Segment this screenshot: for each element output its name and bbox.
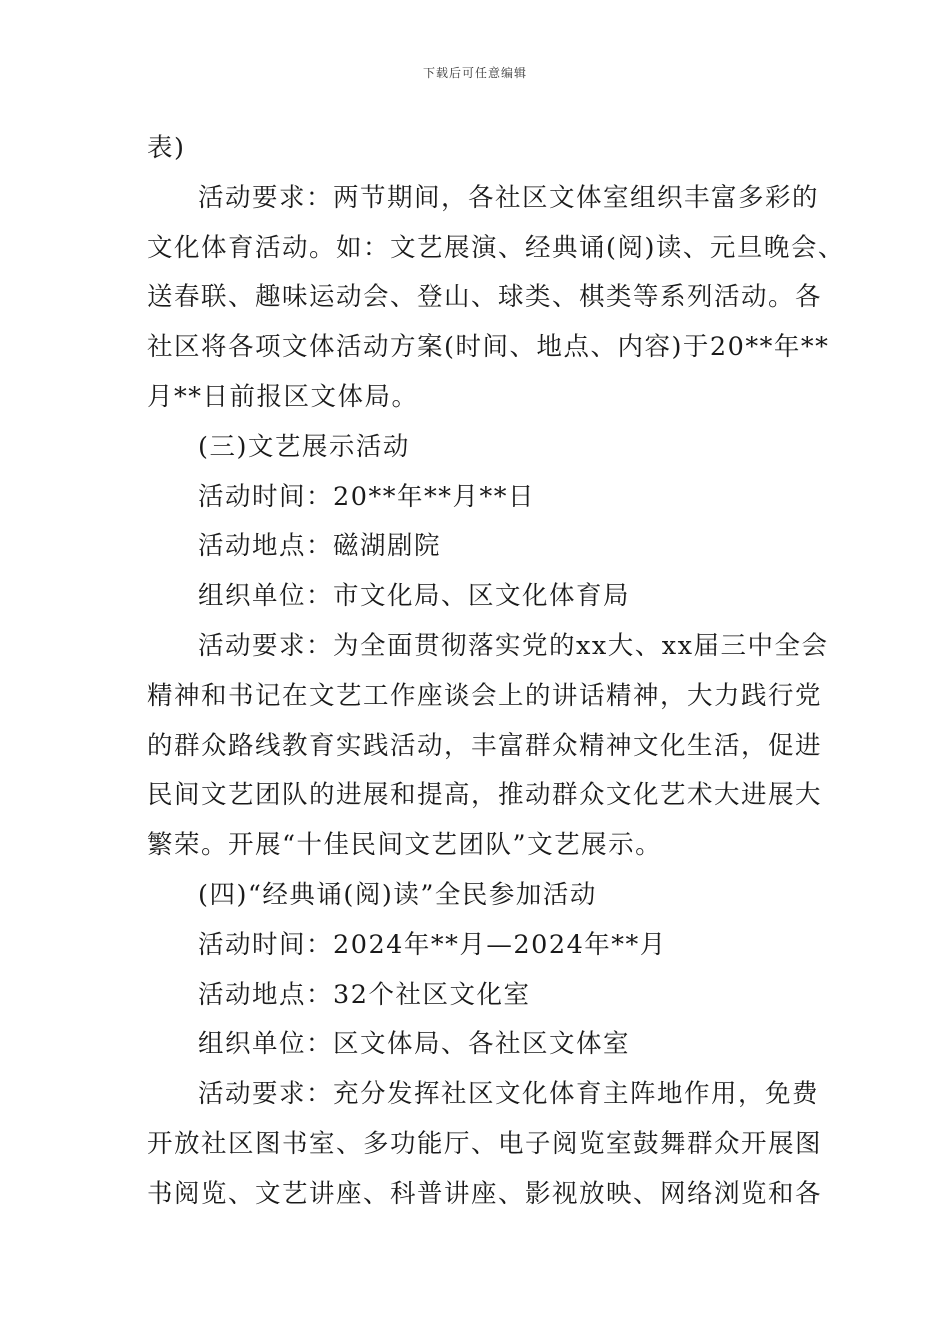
text-line: 活动时间：20**年**月**日 — [198, 481, 535, 512]
text-line: 开放社区图书室、多功能厅、电子阅览室鼓舞群众开展图 — [147, 1128, 823, 1159]
text-line: 组织单位：市文化局、区文化体育局 — [198, 581, 631, 612]
text-line: 书阅览、文艺讲座、科普讲座、影视放映、网络浏览和各 — [147, 1178, 823, 1209]
text-line: (四)“经典诵(阅)读”全民参加活动 — [198, 879, 597, 910]
text-line: 表) — [147, 133, 186, 163]
text-line: 活动要求：两节期间，各社区文体室组织丰富多彩的 — [198, 182, 820, 213]
text-line: 精神和书记在文艺工作座谈会上的讲话精神，大力践行党 — [147, 680, 823, 711]
page-header: 下载后可任意编辑 — [422, 66, 527, 80]
text-line: 组织单位：区文体局、各社区文体室 — [198, 1029, 631, 1060]
text-line: 送春联、趣味运动会、登山、球类、棋类等系列活动。各 — [147, 282, 823, 313]
document-body — [147, 124, 845, 1220]
text-line: 活动时间：2024年**月—2024年**月 — [198, 929, 667, 960]
text-line: (三)文艺展示活动 — [198, 431, 410, 462]
text-line: 繁荣。开展“十佳民间文艺团队”文艺展示。 — [147, 830, 663, 861]
text-line: 活动要求：充分发挥社区文化体育主阵地作用，免费 — [198, 1079, 820, 1110]
text-line: 活动地点：磁湖剧院 — [198, 531, 442, 562]
text-line: 的群众路线教育实践活动，丰富群众精神文化生活，促进 — [147, 730, 823, 761]
text-line: 活动地点：32个社区文化室 — [198, 979, 531, 1010]
text-line: 民间文艺团队的进展和提高，推动群众文化艺术大进展大 — [147, 780, 823, 811]
text-line: 文化体育活动。如：文艺展演、经典诵(阅)读、元旦晚会、 — [147, 232, 845, 263]
text-line: 月**日前报区文体局。 — [147, 381, 419, 412]
text-line: 活动要求：为全面贯彻落实党的xx大、xx届三中全会 — [198, 630, 829, 661]
text-line: 社区将各项文体活动方案(时间、地点、内容)于20**年** — [147, 332, 830, 363]
